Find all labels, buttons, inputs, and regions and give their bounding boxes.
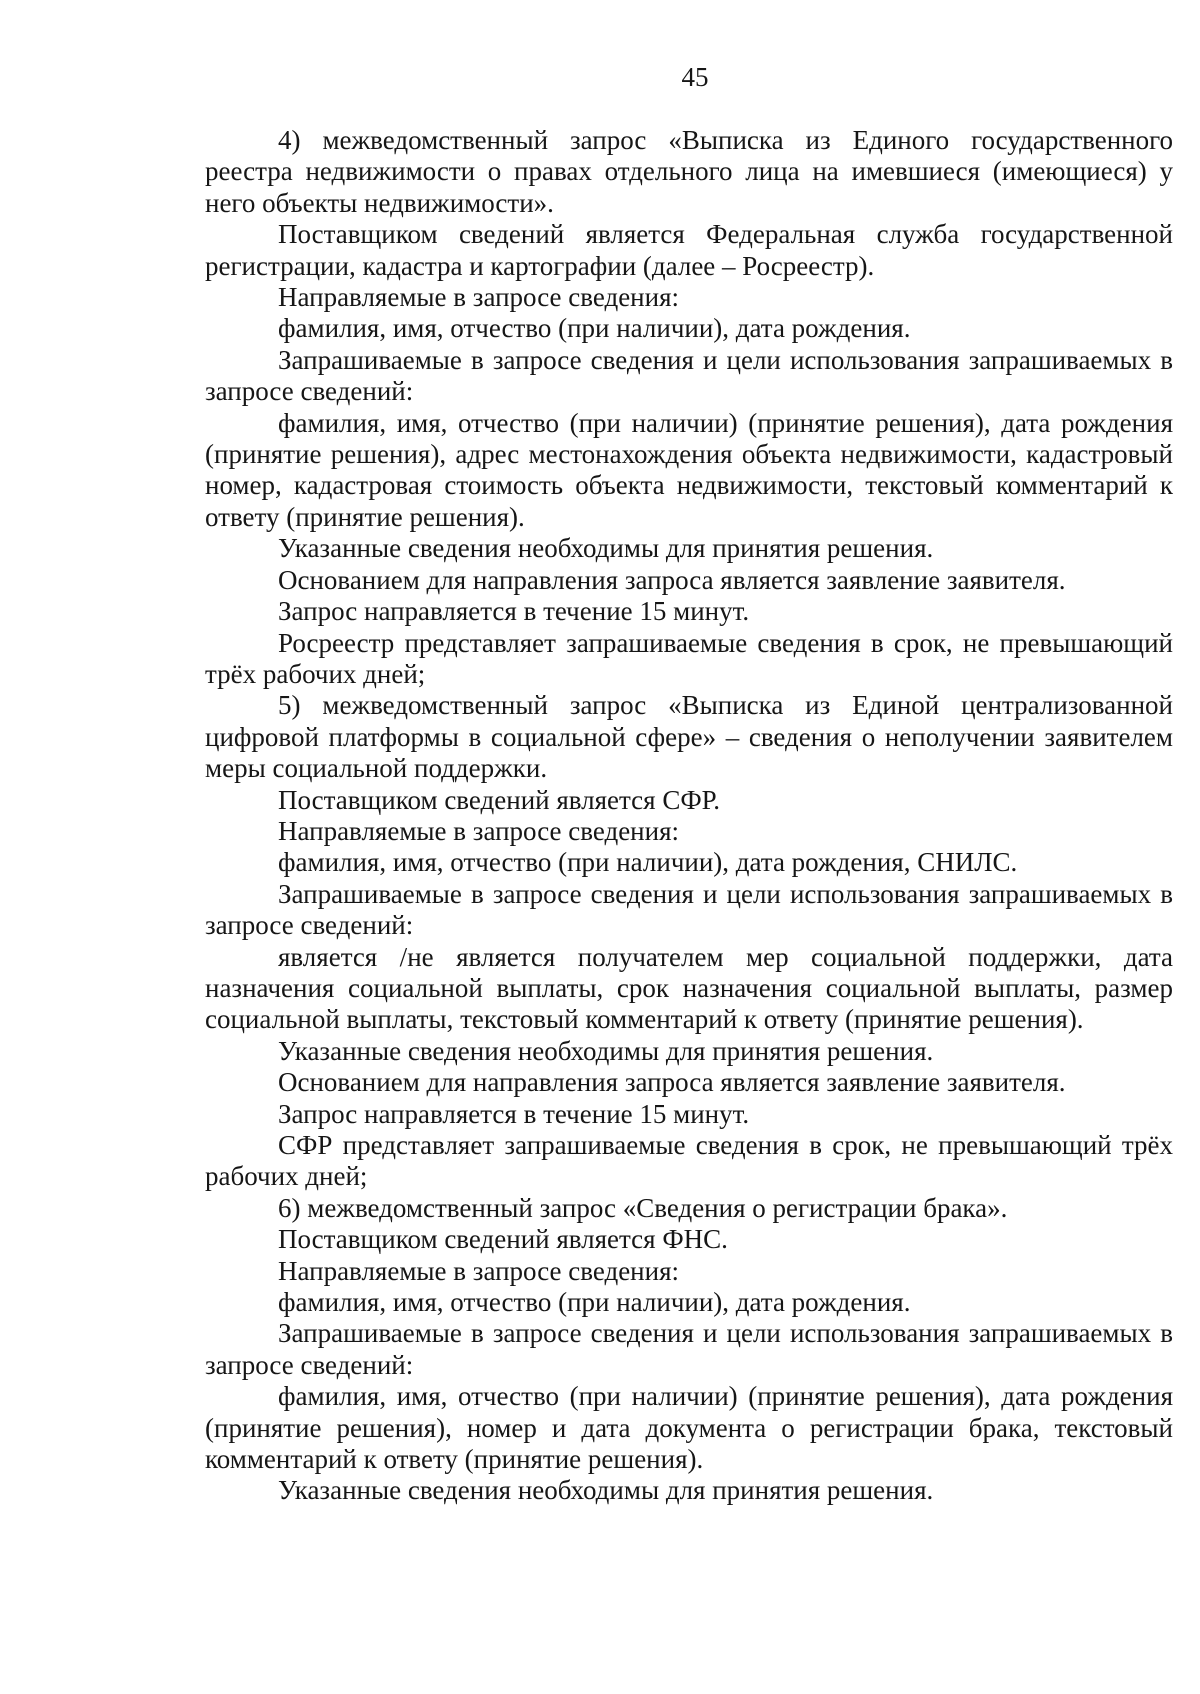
paragraph: Запрос направляется в течение 15 минут. [278,596,750,627]
paragraph: 4) межведомственный запрос «Выписка из Единого государственного реестра недвижимости о правах отдельного лица на имевшиеся (имеющиеся) у него объекты недвижимости». [205,125,1173,218]
paragraph: Запрашиваемые в запросе сведения и цели использования запрашиваемых в запросе сведений: [205,344,1173,407]
paragraph: 5) межведомственный запрос «Выписка из Единой централизованной цифровой платформы в социальной сфере» – сведения о неполучении заявителем меры социальной поддержки. [205,690,1173,784]
paragraph: фамилия, имя, отчество (при наличии), дата рождения. [278,1287,911,1318]
paragraph: Основанием для направления запроса является заявление заявителя. [278,1067,1066,1098]
paragraph: Поставщиком сведений является ФНС. [278,1224,728,1255]
paragraph: является /не является получателем мер социальной поддержки, дата назначения социальной выплаты, срок назначения социальной выплаты, размер социальной выплаты, текстовый комментарий к ответу (принятие решения). [205,941,1173,1035]
paragraph: фамилия, имя, отчество (при наличии), дата рождения. [278,313,911,344]
paragraph: СФР представляет запрашиваемые сведения в срок, не превышающий трёх рабочих дней; [205,1130,1173,1192]
paragraph: Направляемые в запросе сведения: [278,1255,679,1286]
paragraph: 6) межведомственный запрос «Сведения о регистрации брака». [278,1192,1008,1223]
paragraph: Указанные сведения необходимы для принятия решения. [278,1475,934,1506]
paragraph: Поставщиком сведений является СФР. [278,784,721,815]
paragraph: фамилия, имя, отчество (при наличии) (принятие решения), дата рождения (принятие решения), номер и дата документа о регистрации брака, текстовый комментарий к ответу (принятие решения). [205,1381,1173,1475]
paragraph: Указанные сведения необходимы для принятия решения. [278,533,934,564]
paragraph: Запрос направляется в течение 15 минут. [278,1098,750,1129]
paragraph: Запрашиваемые в запросе сведения и цели использования запрашиваемых в запросе сведений: [205,878,1173,941]
paragraph: фамилия, имя, отчество (при наличии) (принятие решения), дата рождения (принятие решения), адрес местонахождения объекта недвижимости, кадастровый номер, кадастровая стоимость объекта недвижимости, текстовый комментарий к ответу (принятие решения). [205,407,1173,532]
body-text [205,125,1173,1507]
paragraph: Направляемые в запросе сведения: [278,282,679,313]
paragraph: Основанием для направления запроса является заявление заявителя. [278,564,1066,595]
paragraph: Запрашиваемые в запросе сведения и цели использования запрашиваемых в запросе сведений: [205,1318,1173,1380]
paragraph: Направляемые в запросе сведения: [278,815,679,846]
page-number: 45 [681,62,709,92]
paragraph: Поставщиком сведений является Федеральная служба государственной регистрации, кадастра и картографии (далее – Росреестр). [205,219,1173,281]
paragraph: Указанные сведения необходимы для принятия решения. [278,1035,934,1066]
paragraph: Росреестр представляет запрашиваемые сведения в срок, не превышающий трёх рабочих дней; [205,627,1173,689]
paragraph: фамилия, имя, отчество (при наличии), дата рождения, СНИЛС. [278,847,1018,878]
